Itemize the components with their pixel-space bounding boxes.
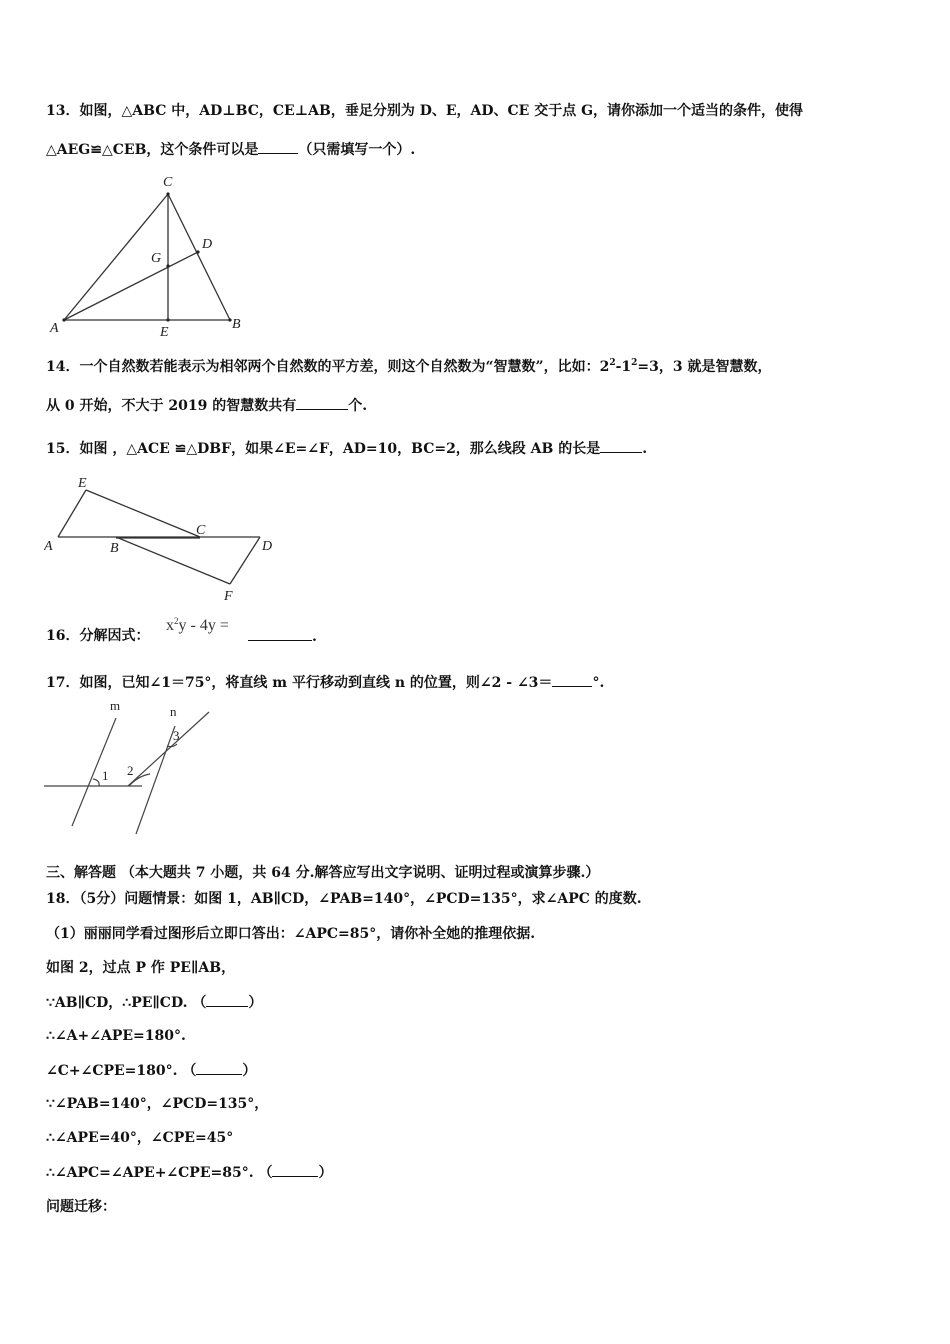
- q13-text-line2: [46, 139, 415, 160]
- formula-exponent: 2: [174, 616, 179, 626]
- q17-text-line1: [46, 672, 604, 693]
- label-m: m: [110, 700, 121, 713]
- q18-text-line3: 如图 2，过点 P 作 PE∥AB，: [46, 960, 236, 976]
- label-B: B: [232, 317, 241, 332]
- q14-exponent-2: 2: [631, 358, 638, 368]
- q17-parallel-lines-figure: [44, 700, 219, 840]
- q18-text-line8: ∴∠APE=40°，∠CPE=45°: [46, 1130, 234, 1146]
- label-G: G: [151, 251, 162, 266]
- q14-text-line2: [46, 395, 367, 416]
- q16-formula: [166, 616, 229, 636]
- q17-unit: °.: [592, 675, 605, 691]
- q15-period: .: [642, 441, 648, 457]
- q14-example: =3，3 就是智慧数，: [637, 359, 772, 375]
- q16-text-line: [46, 626, 149, 646]
- label-n: n: [170, 704, 177, 719]
- label-F: F: [224, 589, 233, 604]
- q18-text-line10: 问题迁移：: [46, 1199, 116, 1215]
- q14-text-line1: [46, 357, 772, 377]
- q14-question: 从 0 开始，不大于 2019 的智慧数共有: [46, 398, 297, 414]
- q16-period: .: [312, 629, 317, 645]
- q15-congruent-triangles-figure: [44, 472, 284, 604]
- q18-close-paren: ）: [318, 1165, 333, 1181]
- q18-text-line5: ∴∠A+∠APE=180°.: [46, 1028, 186, 1044]
- q15-stem: 15．如图 ，△ACE ≌△DBF，如果∠E=∠F，AD=10，BC=2，那么线段 AB 的长是: [46, 441, 601, 457]
- label-angle-3: 3: [173, 728, 180, 743]
- q17-stem: 17．如图，已知∠1＝75°，将直线 m 平行移动到直线 n 的位置，则∠2 - ∠3＝: [46, 675, 553, 691]
- label-A: A: [44, 539, 53, 554]
- q15-text-line1: [46, 438, 647, 459]
- q18-reason-blank-3[interactable]: [272, 1162, 318, 1177]
- q13-text-line1: 13．如图，△ABC 中，AD⊥BC，CE⊥AB，垂足分别为 D、E，AD、CE 交于点 G，请你添加一个适当的条件，使得: [46, 103, 804, 119]
- q16-answer-blank[interactable]: [248, 626, 312, 641]
- q18-text-line4: [46, 992, 262, 1013]
- label-E: E: [78, 476, 87, 491]
- q16-answer-area: [248, 626, 317, 647]
- q18-close-paren: ）: [242, 1063, 257, 1079]
- q14-exponent-1: 2: [609, 358, 616, 368]
- q17-answer-blank[interactable]: [552, 672, 592, 687]
- q18-close-paren: ）: [248, 995, 263, 1011]
- label-angle-1: 1: [102, 768, 109, 783]
- label-C: C: [196, 523, 206, 538]
- q18-reason-blank-2[interactable]: [196, 1060, 242, 1075]
- q18-text-line1: 18．（5分）问题情景：如图 1，AB∥CD，∠PAB=140°，∠PCD=135°，求∠APC 的度数.: [46, 891, 642, 907]
- q18-reason-blank-1[interactable]: [206, 992, 248, 1007]
- q16-label: 16．分解因式：: [46, 628, 150, 644]
- formula-rest: y - 4y =: [178, 617, 229, 634]
- label-B: B: [110, 541, 119, 556]
- label-angle-2: 2: [127, 763, 134, 778]
- label-D: D: [262, 539, 273, 554]
- q18-text-line7: ∵∠PAB=140°，∠PCD=135°，: [46, 1096, 269, 1112]
- label-C: C: [163, 175, 173, 190]
- q18-step-parallel: ∵AB∥CD，∴PE∥CD. （: [46, 995, 207, 1011]
- q18-text-line6: [46, 1060, 256, 1081]
- q13-triangle-figure: [44, 172, 254, 340]
- q18-step-sum: ∴∠APC=∠APE+∠CPE=85°. （: [46, 1165, 273, 1181]
- label-A: A: [50, 321, 59, 336]
- q14-minus: -1: [615, 359, 632, 375]
- q14-stem: 14．一个自然数若能表示为相邻两个自然数的平方差，则这个自然数为“智慧数”，比如：2: [46, 359, 610, 375]
- q13-stem: △AEG≌△CEB，这个条件可以是: [46, 142, 259, 158]
- q15-answer-blank[interactable]: [600, 438, 642, 453]
- section-3-heading: 三、解答题 （本大题共 7 小题，共 64 分.解答应写出文字说明、证明过程或演算步骤.）: [46, 865, 600, 881]
- q18-text-line9: [46, 1162, 332, 1183]
- q14-answer-blank[interactable]: [296, 395, 348, 410]
- q13-answer-blank[interactable]: [258, 139, 298, 154]
- label-E: E: [160, 325, 169, 340]
- q13-note: （只需填写一个）.: [298, 142, 416, 158]
- label-D: D: [202, 237, 213, 252]
- q18-text-line2: （1）丽丽同学看过图形后立即口答出：∠APC=85°，请你补全她的推理依据.: [46, 926, 536, 942]
- formula-x: x: [166, 617, 174, 634]
- q18-step-supplementary: ∠C+∠CPE=180°. （: [46, 1063, 197, 1079]
- q14-unit: 个.: [348, 398, 368, 414]
